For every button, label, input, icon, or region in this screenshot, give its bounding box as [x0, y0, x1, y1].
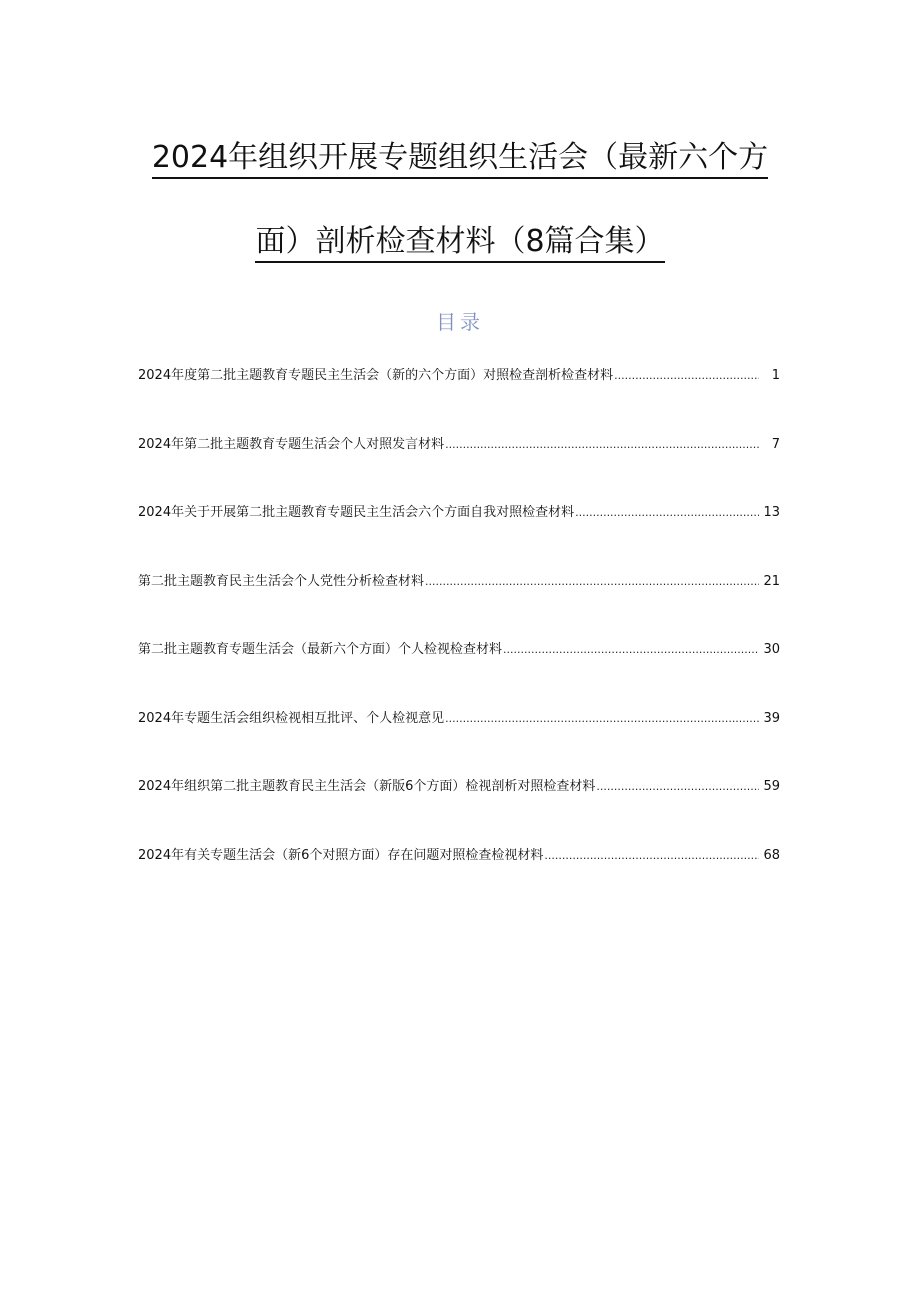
toc-leader-dots: [503, 640, 759, 660]
toc-page-number: 30: [763, 642, 780, 657]
toc-heading: 目录: [436, 310, 484, 334]
title-text-2: 面）剖析检查材料（8篇合集）: [255, 224, 664, 263]
toc-leader-dots: [425, 572, 759, 592]
toc-leader-dots: [445, 435, 759, 455]
toc-entry-title: 2024年第二批主题教育专题生活会个人对照发言材料: [138, 435, 444, 455]
toc-entry-title: 2024年关于开展第二批主题教育专题民主生活会六个方面自我对照检查材料: [138, 503, 574, 523]
toc-entry-4[interactable]: [138, 572, 780, 641]
toc-entry-5[interactable]: [138, 640, 780, 709]
toc-entry-1[interactable]: [138, 366, 780, 435]
title-text-1: 2024年组织开展专题组织生活会（最新六个方: [152, 140, 768, 179]
toc-entry-title: 第二批主题教育专题生活会（最新六个方面）个人检视检查材料: [138, 640, 502, 660]
toc-page-number: 59: [763, 779, 780, 794]
toc-page-number: 1: [771, 368, 780, 383]
toc-entry-6[interactable]: [138, 709, 780, 778]
toc-page-number: 13: [763, 505, 780, 520]
toc-leader-dots: [544, 846, 759, 866]
document-title-line-1: [0, 138, 920, 178]
toc-page-number: 7: [771, 436, 780, 452]
toc-entry-2[interactable]: [138, 435, 780, 504]
toc-entry-3[interactable]: [138, 503, 780, 572]
toc-entry-title: 2024年组织第二批主题教育民主生活会（新版6个方面）检视剖析对照检查材料: [138, 777, 595, 797]
document-title-line-2: [0, 222, 920, 262]
toc-leader-dots: [596, 777, 759, 797]
toc-entry-title: 2024年度第二批主题教育专题民主生活会（新的六个方面）对照检查剖析检查材料: [138, 366, 613, 386]
toc-leader-dots: [445, 709, 759, 729]
toc-entry-8[interactable]: [138, 846, 780, 915]
toc-leader-dots: [614, 366, 759, 386]
table-of-contents: [138, 366, 780, 914]
toc-leader-dots: [575, 503, 759, 523]
toc-page-number: 68: [763, 847, 780, 863]
toc-entry-7[interactable]: [138, 777, 780, 846]
toc-entry-title: 2024年专题生活会组织检视相互批评、个人检视意见: [138, 709, 444, 729]
toc-entry-title: 第二批主题教育民主生活会个人党性分析检查材料: [138, 572, 424, 592]
toc-entry-title: 2024年有关专题生活会（新6个对照方面）存在问题对照检查检视材料: [138, 846, 543, 866]
toc-page-number: 21: [763, 573, 780, 589]
toc-page-number: 39: [763, 710, 780, 726]
